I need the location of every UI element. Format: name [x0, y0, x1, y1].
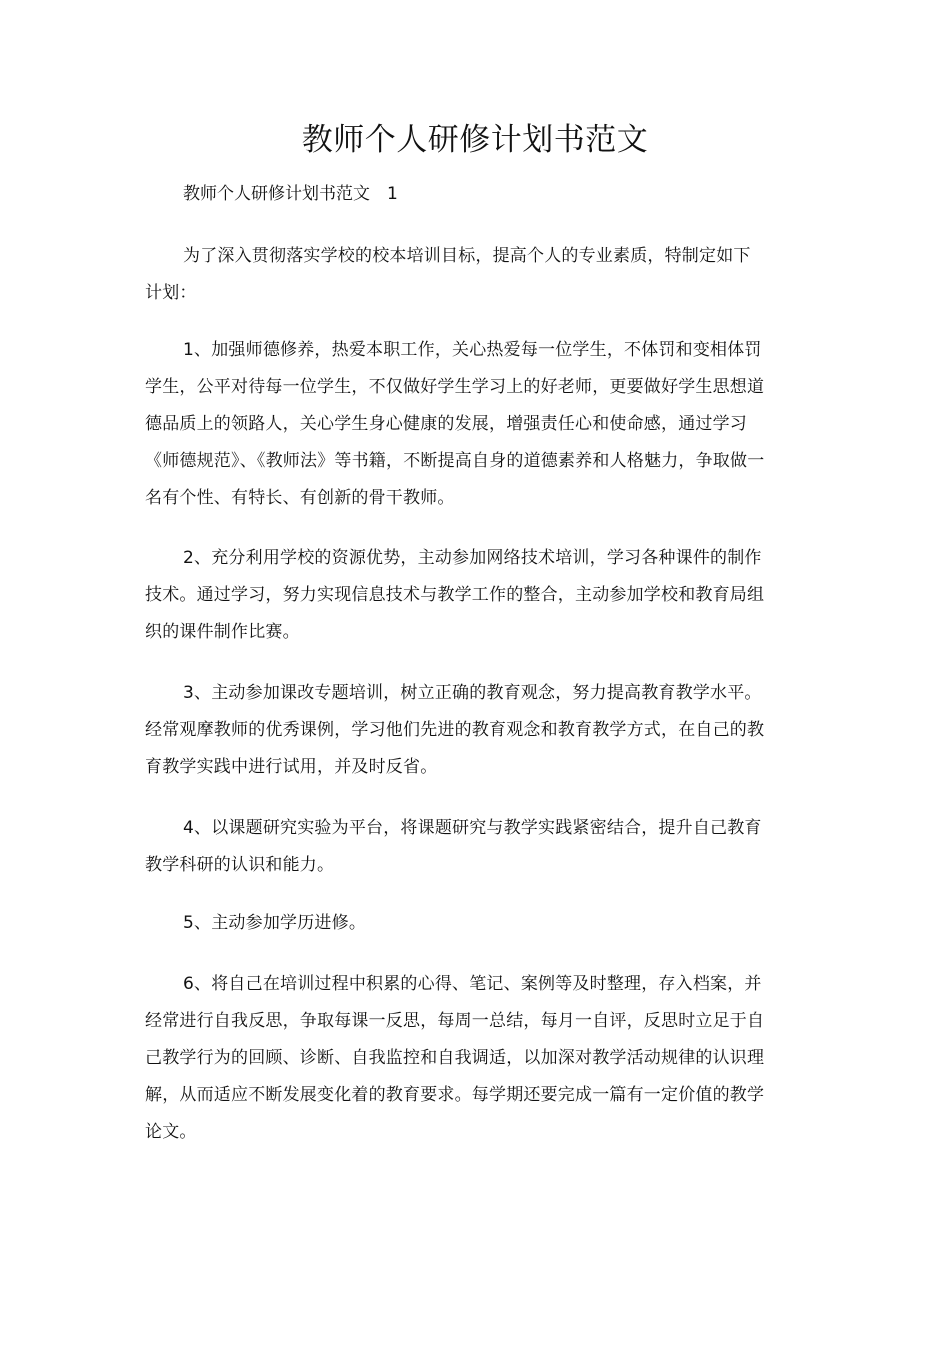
document-subtitle: 教师个人研修计划书范文 1 — [183, 184, 398, 204]
plan-item-3-paragraph: 3、主动参加课改专题培训，树立正确的教育观念，努力提高教育教学水平。经常观摩教师的优秀课例，学习他们先进的教育观念和教育教学方式，在自己的教育教学实践中进行试用，并及时反省。 — [145, 683, 765, 777]
document-title: 教师个人研修计划书范文 — [301, 122, 649, 158]
plan-item-1-paragraph: 1、加强师德修养，热爱本职工作，关心热爱每一位学生，不体罚和变相体罚学生，公平对待每一位学生，不仅做好学生学习上的好老师，更要做好学生思想道德品质上的领路人，关心学生身心健康的发展，增强责任心和使命感，通过学习《师德规范》、《教师法》等书籍，不断提高自身的道德素养和人格魅力，争取做一名有个性、有特长、有创新的骨干教师。 — [145, 340, 765, 508]
intro-paragraph: 为了深入贯彻落实学校的校本培训目标，提高个人的专业素质，特制定如下计划： — [145, 246, 751, 303]
plan-item-2-paragraph: 2、充分利用学校的资源优势，主动参加网络技术培训，学习各种课件的制作技术。通过学习，努力实现信息技术与教学工作的整合，主动参加学校和教育局组织的课件制作比赛。 — [145, 548, 765, 642]
plan-item-4-paragraph: 4、以课题研究实验为平台，将课题研究与教学实践紧密结合，提升自己教育教学科研的认识和能力。 — [145, 818, 762, 875]
plan-item-6-paragraph: 6、将自己在培训过程中积累的心得、笔记、案例等及时整理，存入档案，并经常进行自我反思，争取每课一反思，每周一总结，每月一自评，反思时立足于自己教学行为的回顾、诊断、自我监控和自我调适，以加深对教学活动规律的认识理解，从而适应不断发展变化着的教育要求。每学期还要完成一篇有一定价值的教学论文。 — [145, 974, 765, 1142]
plan-item-5-paragraph: 5、主动参加学历进修。 — [183, 913, 367, 933]
